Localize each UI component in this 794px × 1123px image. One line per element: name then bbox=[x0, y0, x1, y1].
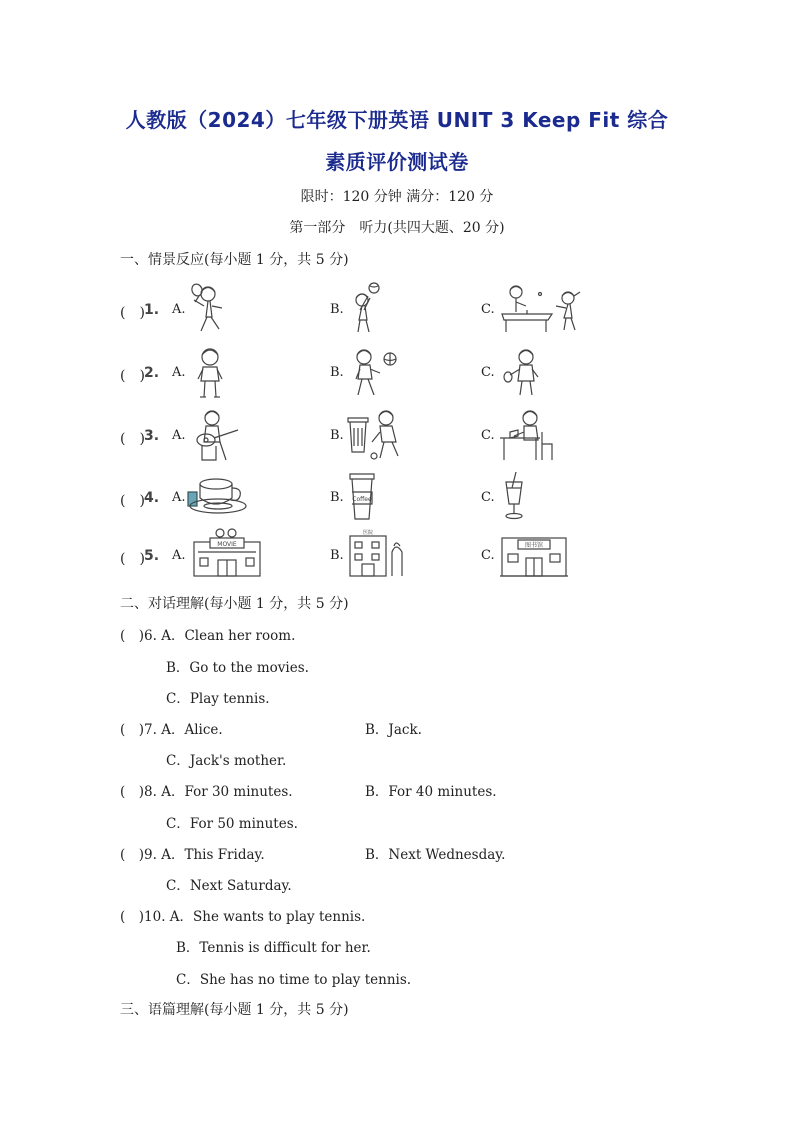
time-info: 限时：120 分钟 满分：120 分 bbox=[300, 189, 494, 205]
answer-blank[interactable]: ( ) bbox=[120, 551, 145, 567]
option-c-label: C. bbox=[481, 548, 495, 563]
q6-option-b: B．Go to the movies. bbox=[166, 660, 309, 676]
question-number: 3. bbox=[144, 428, 160, 444]
section-3-heading: 三、语篇理解(每小题 1 分，共 5 分) bbox=[120, 1002, 349, 1018]
q7-option-b: B．Jack. bbox=[365, 722, 422, 738]
option-b-label: B. bbox=[330, 302, 344, 317]
question-number: 2. bbox=[144, 365, 160, 381]
option-a-label: A. bbox=[172, 548, 186, 563]
boy-desk-study-icon[interactable] bbox=[496, 408, 556, 464]
q10-stem: ( )10. A．She wants to play tennis. bbox=[120, 909, 366, 925]
answer-blank[interactable]: ( ) bbox=[120, 305, 145, 321]
boy-trash-bin-icon[interactable] bbox=[344, 408, 408, 464]
picture-question-2 bbox=[120, 345, 640, 401]
option-b-label: B. bbox=[330, 365, 344, 380]
option-a-label: A. bbox=[172, 428, 186, 443]
q8-stem: ( )8. A．For 30 minutes. bbox=[120, 784, 293, 800]
picture-question-3 bbox=[120, 408, 640, 464]
question-number: 1. bbox=[144, 302, 160, 318]
part-heading: 第一部分 听力(共四大题、20 分) bbox=[289, 220, 505, 236]
juice-glass-icon[interactable] bbox=[498, 470, 530, 522]
hospital-sign: 医院 bbox=[362, 530, 374, 536]
ping-pong-players-icon[interactable] bbox=[496, 282, 588, 336]
option-a-label: A. bbox=[172, 302, 186, 317]
option-a-label: A. bbox=[172, 490, 186, 505]
girl-tennis-icon[interactable] bbox=[186, 282, 232, 336]
coffee-label: Coffee bbox=[352, 496, 372, 503]
boy-volleyball-icon[interactable] bbox=[348, 345, 404, 401]
q8-option-c: C．For 50 minutes. bbox=[166, 816, 298, 832]
q9-option-c: C．Next Saturday. bbox=[166, 878, 292, 894]
option-a-label: A. bbox=[172, 365, 186, 380]
option-c-label: C. bbox=[481, 490, 495, 505]
girl-volleyball-icon[interactable] bbox=[344, 282, 390, 336]
picture-question-4 bbox=[120, 470, 640, 526]
boy-guitar-icon[interactable] bbox=[188, 408, 244, 464]
option-b-label: B. bbox=[330, 490, 344, 505]
option-c-label: C. bbox=[481, 365, 495, 380]
q10-option-c: C．She has no time to play tennis. bbox=[176, 972, 412, 988]
coffee-takeaway-icon[interactable] bbox=[346, 470, 378, 522]
picture-question-1 bbox=[120, 282, 640, 338]
boy-standing-icon[interactable] bbox=[190, 345, 230, 401]
coffee-cup-icon[interactable] bbox=[186, 470, 248, 520]
option-b-label: B. bbox=[330, 548, 344, 563]
option-b-label: B. bbox=[330, 428, 344, 443]
q6-option-c: C．Play tennis. bbox=[166, 691, 270, 707]
title-line-1: 人教版（2024）七年级下册英语 UNIT 3 Keep Fit 综合 bbox=[125, 108, 669, 132]
answer-blank[interactable]: ( ) bbox=[120, 368, 145, 384]
section-1-heading: 一、情景反应(每小题 1 分，共 5 分) bbox=[120, 252, 349, 268]
q8-option-b: B．For 40 minutes. bbox=[365, 784, 497, 800]
option-c-label: C. bbox=[481, 302, 495, 317]
q7-stem: ( )7. A．Alice. bbox=[120, 722, 223, 738]
q6-stem: ( )6. A．Clean her room. bbox=[120, 628, 296, 644]
answer-blank[interactable]: ( ) bbox=[120, 431, 145, 447]
library-building-icon[interactable] bbox=[498, 528, 570, 580]
library-sign: 图书馆 bbox=[524, 542, 544, 549]
picture-question-5 bbox=[120, 528, 640, 584]
q7-option-c: C．Jack's mother. bbox=[166, 753, 287, 769]
title-line-2: 素质评价测试卷 bbox=[325, 150, 469, 174]
cinema-building-icon[interactable] bbox=[190, 528, 264, 580]
answer-blank[interactable]: ( ) bbox=[120, 493, 145, 509]
hospital-building-icon[interactable] bbox=[346, 528, 406, 580]
question-number: 4. bbox=[144, 490, 160, 506]
section-2-heading: 二、对话理解(每小题 1 分，共 5 分) bbox=[120, 596, 349, 612]
option-c-label: C. bbox=[481, 428, 495, 443]
movie-sign: MOVIE bbox=[217, 541, 237, 548]
q10-option-b: B．Tennis is difficult for her. bbox=[176, 940, 371, 956]
q9-stem: ( )9. A．This Friday. bbox=[120, 847, 265, 863]
q9-option-b: B．Next Wednesday. bbox=[365, 847, 506, 863]
boy-ping-pong-icon[interactable] bbox=[500, 345, 546, 401]
question-number: 5. bbox=[144, 548, 160, 564]
